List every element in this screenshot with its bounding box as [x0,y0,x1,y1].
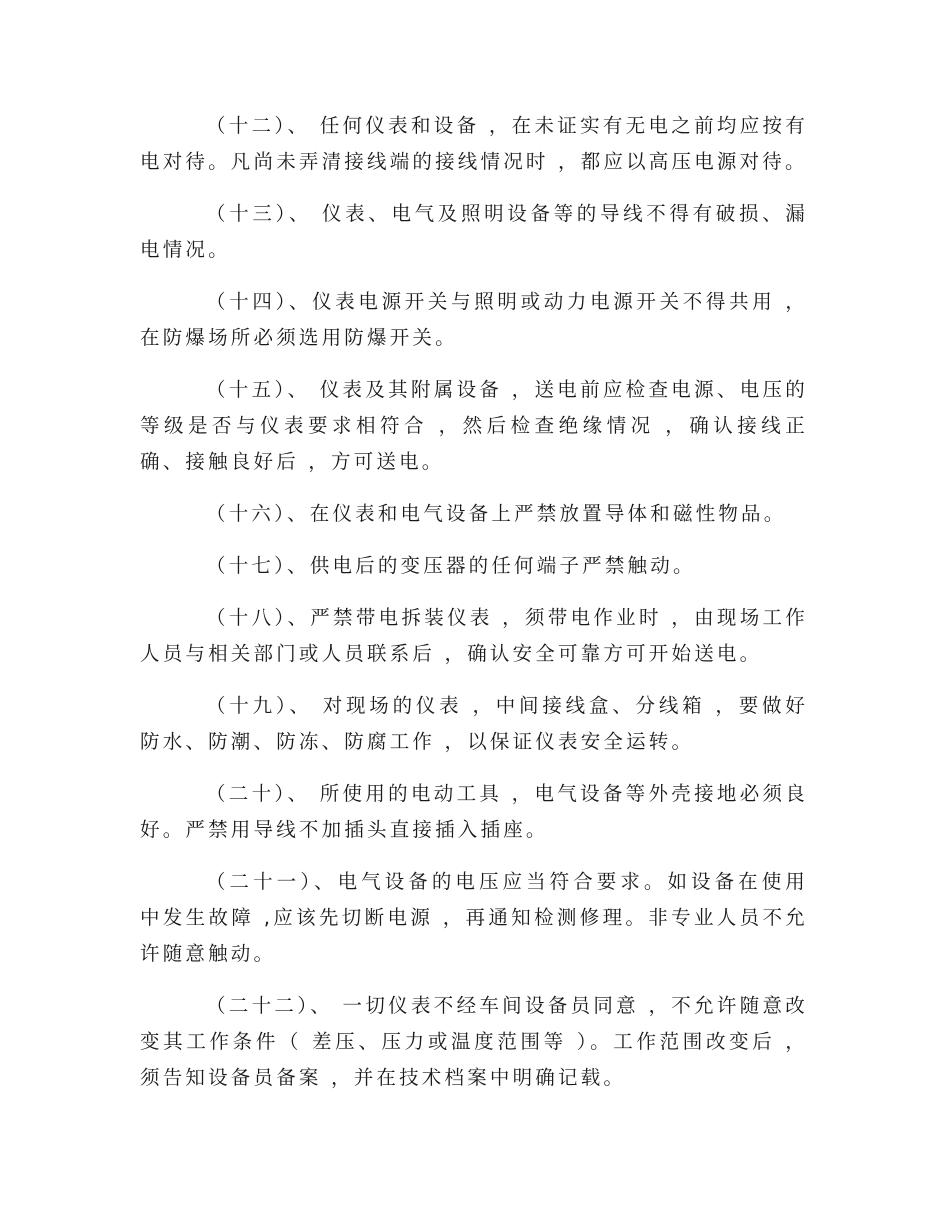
paragraph-22: （二十二）、 一切仪表不经车间设备员同意 ，不允许随意改变其工作条件（ 差压、压力或温度范围等 ）。工作范围改变后 ，须告知设备员备案 ，并在技术档案中明确记载。 [140,994,808,1089]
paragraph-18: （十八）、严禁带电拆装仪表 ，须带电作业时 ，由现场工作人员与相关部门或人员联系后 ，确认安全可靠方可开始送电。 [140,606,808,665]
paragraph-12: （十二）、 任何仪表和设备 ，在未证实有无电之前均应按有电对待。凡尚未弄清接线端的接线情况时 ，都应以高压电源对待。 [140,114,808,173]
paragraph-19: （十九）、 对现场的仪表 ，中间接线盒、分线箱 ，要做好防水、防潮、防冻、防腐工作 ，以保证仪表安全运转。 [140,694,808,753]
paragraph-20: （二十）、 所使用的电动工具 ，电气设备等外壳接地必须良好。严禁用导线不加插头直接插入插座。 [140,782,808,841]
paragraph-15: （十五）、 仪表及其附属设备 ，送电前应检查电源、电压的等级是否与仪表要求相符合 ，然后检查绝缘情况 ，确认接线正确、接触良好后 ，方可送电。 [140,378,808,473]
document-body [140,108,808,1112]
paragraph-17: （十七）、供电后的变压器的任何端子严禁触动。 [206,554,696,577]
paragraph-14: （十四）、仪表电源开关与照明或动力电源开关不得共用 ，在防爆场所必须选用防爆开关。 [140,290,808,349]
paragraph-13: （十三）、 仪表、电气及照明设备等的导线不得有破损、漏电情况。 [140,202,808,261]
paragraph-21: （二十一）、电气设备的电压应当符合要求。如设备在使用中发生故障 ,应该先切断电源 ，再通知检测修理。非专业人员不允许随意触动。 [140,870,808,965]
paragraph-16: （十六）、在仪表和电气设备上严禁放置导体和磁性物品。 [206,502,787,525]
